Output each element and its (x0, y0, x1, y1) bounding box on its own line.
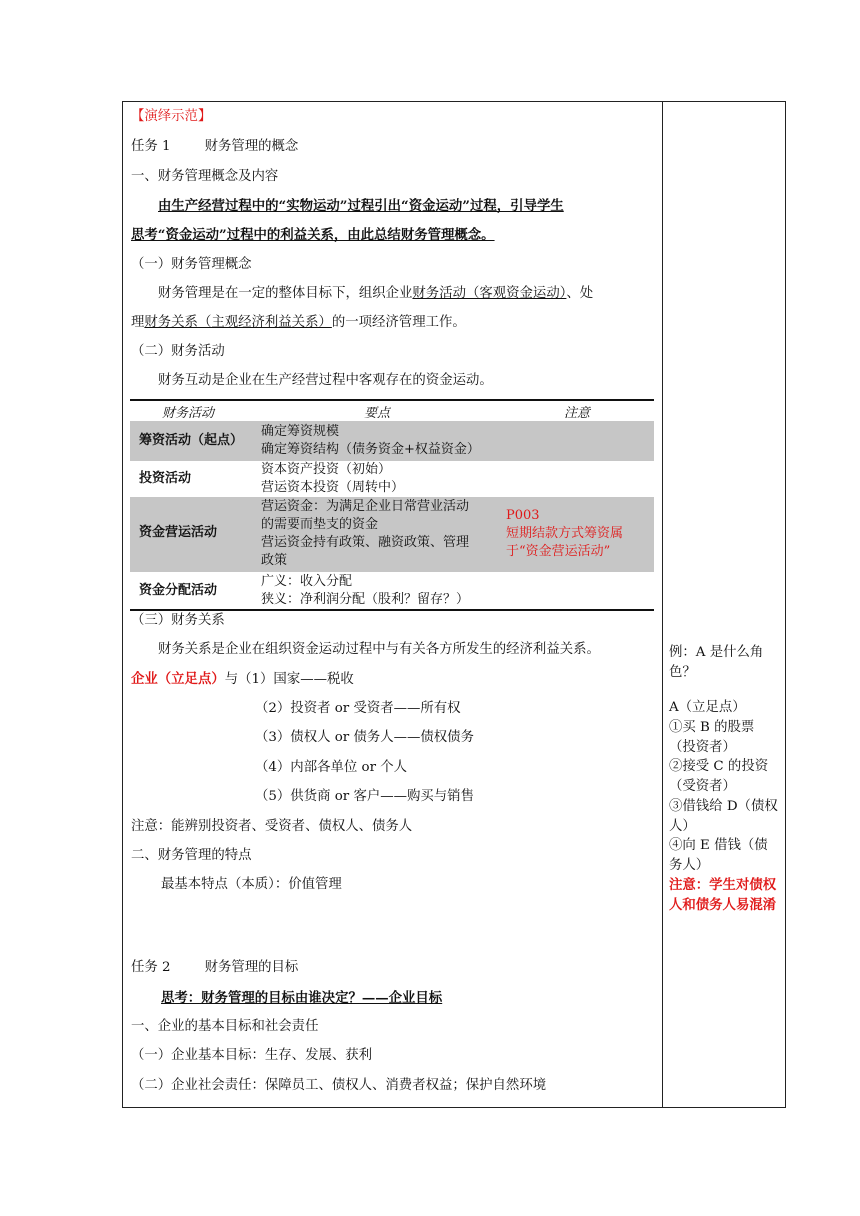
relation-item: （3）债权人 or 债务人——债权债务 (255, 730, 474, 745)
table-cell-point: 营运资金持有政策、融资政策、管理 (261, 535, 470, 550)
table-cell-note: 短期结款方式筹资属 (506, 526, 624, 541)
table-cell-point: 营运资金：为满足企业日常营业活动 (261, 499, 470, 514)
concept-text-c: 、处 (566, 286, 594, 301)
table-row (130, 572, 654, 609)
table-cell-activity: 资金营运活动 (139, 525, 218, 540)
subheading-relation: （三）财务关系 (131, 613, 225, 628)
table-header-note: 注意 (564, 406, 591, 421)
table-bottom-rule (130, 609, 654, 611)
table-cell-activity: 筹资活动（起点） (139, 433, 244, 448)
concept-line2 (131, 314, 466, 332)
activity-definition: 财务互动是企业在生产经营过程中客观存在的资金运动。 (158, 373, 493, 388)
relation-item: （2）投资者 or 受资者——所有权 (255, 701, 461, 716)
table-header-points: 要点 (364, 406, 391, 421)
side-answer: ②接受 C 的投资（受资者） (669, 759, 769, 794)
section-tag: 【演绎示范】 (131, 109, 212, 124)
relation-item: （4）内部各单位 or 个人 (255, 760, 408, 775)
table-row (130, 421, 654, 461)
table-cell-point: 营运资本投资（周转中） (261, 480, 405, 495)
think-line: 思考：财务管理的目标由谁决定？——企业目标 (161, 990, 443, 1006)
task2-number: 任务 2 (131, 960, 171, 975)
relation-subject-line (131, 670, 354, 689)
feature-line: 最基本特点（本质）：价值管理 (161, 877, 342, 892)
task1-number: 任务 1 (131, 139, 171, 154)
concept-activity: 财务活动（客观资金运动） (412, 286, 567, 301)
relation-item: （5）供货商 or 客户——购买与销售 (255, 789, 474, 804)
table-cell-activity: 投资活动 (139, 471, 192, 486)
concept-text-d: 理 (131, 315, 145, 330)
side-answer-head: A（立足点） (669, 700, 746, 715)
goal-line: （二）企业社会责任：保障员工、债权人、消费者权益；保护自然环境 (131, 1078, 547, 1093)
relation-definition: 财务关系是企业在组织资金运动过程中与有关各方所发生的经济利益关系。 (158, 642, 600, 657)
concept-text-a: 财务管理是在一定的整体目标下，组织企业 (158, 286, 413, 301)
heading-2: 二、财务管理的特点 (131, 848, 252, 863)
table-cell-point: 广义：收入分配 (261, 574, 353, 589)
relation-connector: 与 (224, 672, 239, 687)
concept-text-f: 的一项经济管理工作。 (331, 315, 466, 330)
concept-line1 (158, 285, 593, 303)
table-cell-point: 的需要而垫支的资金 (261, 517, 379, 532)
concept-relation: 财务关系（主观经济利益关系） (144, 315, 332, 330)
task2-title: 财务管理的目标 (204, 960, 299, 975)
table-cell-point: 确定筹资结构（债务资金+权益资金） (261, 442, 480, 457)
table-cell-note: 于“资金营运活动” (506, 544, 611, 559)
table-cell-activity: 资金分配活动 (139, 583, 218, 598)
task1-heading (131, 138, 298, 156)
table-cell-point: 政策 (261, 553, 288, 568)
table-cell-point: 狭义：净利润分配（股利？留存？） (261, 592, 470, 607)
table-row (130, 497, 654, 572)
side-warning: 注意：学生对债权人和债务人易混淆 (669, 877, 777, 913)
intro-bold-line2: 思考“资金运动”过程中的利益关系，由此总结财务管理概念。 (131, 227, 495, 243)
goal-line: （一）企业基本目标：生存、发展、获利 (131, 1048, 373, 1063)
subheading-activity: （二）财务活动 (131, 344, 225, 359)
table-row (130, 461, 654, 497)
subheading-concept: （一）财务管理概念 (131, 257, 252, 272)
table-cell-point: 资本资产投资（初始） (261, 462, 392, 477)
side-answer: ③借钱给 D（债权人） (669, 799, 778, 834)
note-line: 注意：能辨别投资者、受资者、债权人、债务人 (131, 819, 413, 834)
heading-1: 一、财务管理概念及内容 (131, 169, 279, 184)
table-top-rule (130, 399, 654, 401)
side-answer: ④向 E 借钱（债务人） (669, 838, 768, 873)
heading-3: 一、企业的基本目标和社会责任 (131, 1019, 319, 1034)
column-divider (662, 101, 663, 1108)
table-cell-point: 确定筹资规模 (261, 424, 340, 439)
side-question: 例：A 是什么角色？ (669, 645, 764, 680)
task2-heading (131, 959, 298, 977)
side-answer: ①买 B 的股票（投资者） (669, 720, 755, 755)
relation-item: （1）国家——税收 (238, 672, 354, 687)
table-header-activity: 财务活动 (162, 406, 215, 421)
relation-subject: 企业（立足点） (131, 671, 225, 687)
intro-bold-line1: 由生产经营过程中的“实物运动”过程引出“资金运动”过程，引导学生 (158, 198, 564, 214)
table-cell-note: P003 (506, 508, 540, 523)
task1-title: 财务管理的概念 (204, 139, 299, 154)
